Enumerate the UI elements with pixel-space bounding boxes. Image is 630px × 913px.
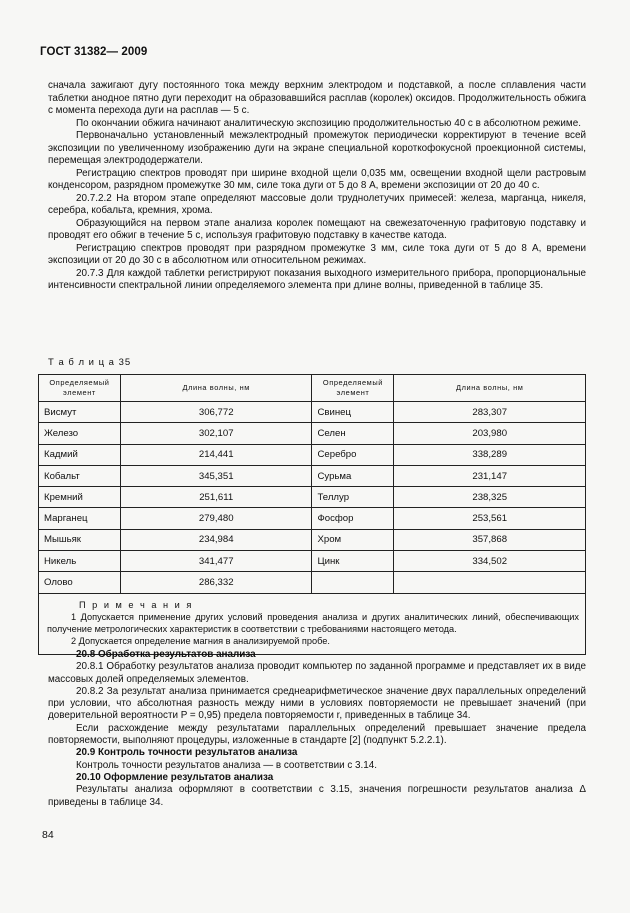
paragraph: Регистрацию спектров проводят при ширине входной щели 0,035 мм, освещении входной щели растровым конденсором, разрядном промежутке 30 мм, силе тока дуги от 5 до 8 А, времени экспозиции от 20 до 40 с. [48,167,586,191]
col-header-element: Определяемый элемент [39,375,121,402]
wavelength-cell: 279,480 [120,508,312,529]
main-text-top [48,80,586,293]
paragraph: Контроль точности результатов анализа — в соответствии с 3.14. [76,759,378,771]
wavelength-cell: 286,332 [120,572,312,593]
element-cell: Серебро [312,444,394,465]
element-cell: Марганец [39,508,121,529]
paragraph: 20.7.3 Для каждой таблетки регистрируют показания выходного измерительного прибора, пропорциональные интенсивности спектральной линии определяемого элемента при длине волны, приведенной в таблице 35. [48,267,586,291]
element-cell: Никель [39,551,121,572]
section-heading: 20.9 Контроль точности результатов анализа [76,747,298,759]
paragraph: 20.8.2 За результат анализа принимается среднеарифметическое значение двух параллельных определений при условии, что абсолютная разность между ними в условиях повторяемости не превышает значений (при доверительной вероятности P = 0,95) предела повторяемости r, приведенных в таблице 34. [48,685,586,722]
section-heading: 20.10 Оформление результатов анализа [76,771,274,783]
wavelength-cell: 306,772 [120,402,312,423]
main-text-bottom [48,649,586,809]
wavelength-cell: 231,147 [394,465,586,486]
wavelength-cell [394,572,586,593]
wavelength-cell: 203,980 [394,423,586,444]
wavelength-cell: 214,441 [120,444,312,465]
table-header-row [39,375,586,402]
table-notes-row [39,593,586,654]
wavelength-cell: 302,107 [120,423,312,444]
paragraph: Регистрацию спектров проводят при разрядном промежутке 3 мм, силе тока дуги от 5 до 8 А, времени экспозиции от 20 до 30 с в абсолютном или относительном режимах. [48,242,586,266]
paragraph: 20.7.2.2 На втором этапе определяют массовые доли труднолетучих примесей: железа, марганца, никеля, серебра, кобальта, кремния, хрома. [48,192,586,216]
col-header-wavelength: Длина волны, нм [394,375,586,402]
paragraph: Образующийся на первом этапе анализа королек помещают на свежезаточенную графитовую подставку и проводят его обжиг в течение 5 с, используя графитовую подставку в качестве катода. [48,217,586,241]
table-row [39,444,586,465]
note-item: 2 Допускается определение магния в анализируемой пробе. [71,635,330,646]
element-cell [312,572,394,593]
paragraph: Первоначально установленный межэлектродный промежуток периодически корректируют в течение всей экспозиции по увеличенному изображению дуги на экране специальной короткофокусной проекционной системы, перемещая электрододержатели. [48,130,586,166]
element-cell: Сурьма [312,465,394,486]
col-header-element: Определяемый элемент [312,375,394,402]
wavelength-cell: 345,351 [120,465,312,486]
wavelength-cell: 283,307 [394,402,586,423]
table-row [39,402,586,423]
paragraph: Результаты анализа оформляют в соответствии с 3.15, значения погрешности результатов анализа Δ приведены в таблице 34. [48,784,586,808]
col-header-wavelength: Длина волны, нм [120,375,312,402]
element-cell: Хром [312,529,394,550]
paragraph: 20.8.1 Обработку результатов анализа проводит компьютер по заданной программе и представляет их в виде массовых долей определяемых элементов. [48,661,586,685]
element-cell: Кремний [39,487,121,508]
table-row [39,551,586,572]
element-cell: Мышьяк [39,529,121,550]
element-cell: Свинец [312,402,394,423]
element-cell: Фосфор [312,508,394,529]
table-row [39,465,586,486]
table-row [39,487,586,508]
wavelength-cell: 253,561 [394,508,586,529]
paragraph: По окончании обжига начинают аналитическую экспозицию продолжительностью 40 с в абсолютном режиме. [76,117,581,129]
paragraph: Если расхождение между результатами параллельных определений превышает значение предела повторяемости, выполняют процедуры, изложенные в стандарте [2] (подпункт 5.2.2.1). [48,722,586,747]
element-cell: Теллур [312,487,394,508]
table-notes [39,593,586,654]
element-cell: Железо [39,423,121,444]
table-row [39,508,586,529]
element-cell: Кобальт [39,465,121,486]
section-heading: 20.8 Обработка результатов анализа [76,649,256,660]
wavelength-cell: 338,289 [394,444,586,465]
wavelength-cell: 341,477 [120,551,312,572]
page-number: 84 [42,829,54,841]
wavelength-cell: 334,502 [394,551,586,572]
element-cell: Кадмий [39,444,121,465]
element-cell: Висмут [39,402,121,423]
wavelength-cell: 357,868 [394,529,586,550]
notes-title: П р и м е ч а н и я [79,599,194,610]
element-cell: Олово [39,572,121,593]
wavelength-cell: 234,984 [120,529,312,550]
table-row [39,572,586,593]
element-cell: Цинк [312,551,394,572]
element-cell: Селен [312,423,394,444]
table-row [39,423,586,444]
wavelength-cell: 251,611 [120,487,312,508]
wavelength-table [38,374,586,655]
document-header: ГОСТ 31382— 2009 [40,46,148,58]
table-caption: Т а б л и ц а 35 [48,357,132,368]
table-row [39,529,586,550]
note-item: 1 Допускается применение других условий проведения анализа и других аналитических линий, обеспечивающих получение метрологических характеристик в соответствии с требованиями настоящего метода. [47,611,579,634]
paragraph: сначала зажигают дугу постоянного тока между верхним электродом и подставкой, а после сплавления части таблетки анодное пятно дуги переходит на образовавшийся расплав (королек) оксидов. Продолжительность обжига с момента перехода дуги на расплав — 5 с. [48,80,586,116]
wavelength-cell: 238,325 [394,487,586,508]
